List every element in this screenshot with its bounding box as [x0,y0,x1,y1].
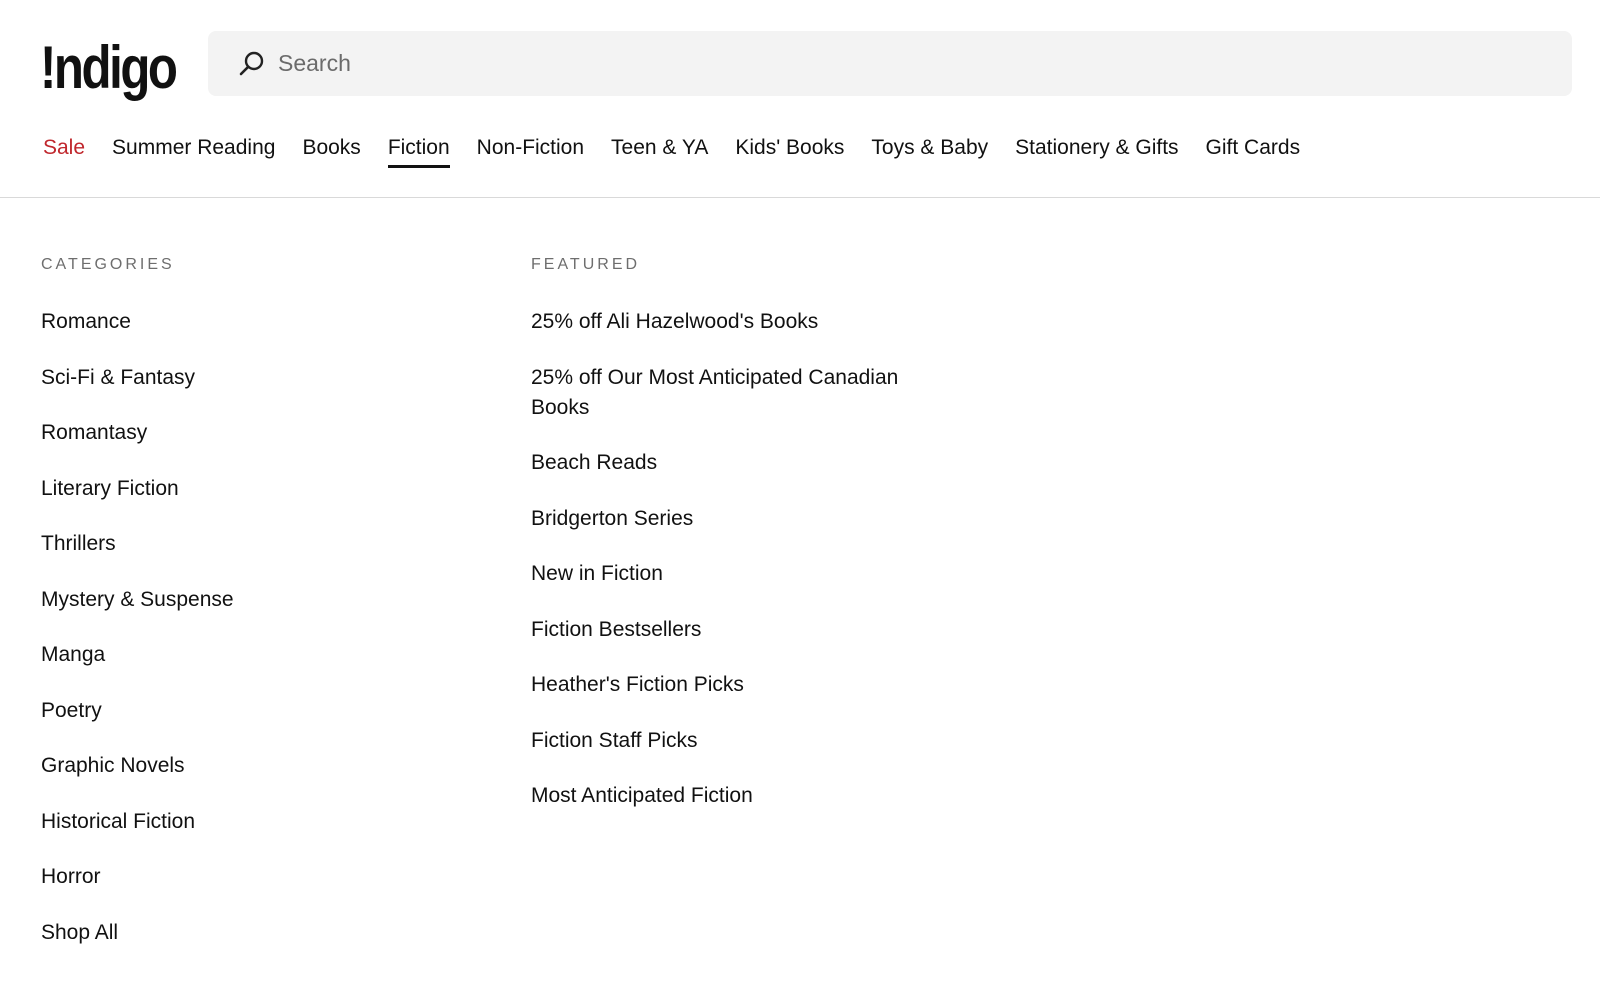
category-link-graphic-novels[interactable]: Graphic Novels [41,754,185,777]
categories-heading: CATEGORIES [41,256,175,273]
featured-link-most-anticipated[interactable]: Most Anticipated Fiction [531,784,753,807]
category-link-sci-fi-fantasy[interactable]: Sci-Fi & Fantasy [41,365,196,389]
search-bar[interactable] [208,31,1572,96]
featured-link-new-in-fiction[interactable]: New in Fiction [531,562,663,585]
fiction-mega-menu [0,198,1600,988]
featured-list [531,307,931,811]
nav-item-sale[interactable]: Sale [43,136,86,159]
featured-column [531,256,931,837]
nav-item-gift-cards[interactable]: Gift Cards [1205,136,1301,159]
search-icon[interactable] [238,50,266,78]
categories-list [41,307,461,948]
featured-link-staff-picks[interactable]: Fiction Staff Picks [531,728,698,752]
nav-item-fiction[interactable]: Fiction [388,136,450,168]
indigo-logo[interactable]: !ndigo [40,34,176,101]
category-link-mystery-suspense[interactable]: Mystery & Suspense [41,587,234,611]
nav-item-books[interactable]: Books [302,136,361,159]
category-link-poetry[interactable]: Poetry [41,698,102,722]
featured-heading: FEATURED [531,256,641,273]
nav-item-kids-books[interactable]: Kids' Books [735,136,845,159]
nav-item-teen-ya[interactable]: Teen & YA [611,136,709,159]
categories-column [41,256,461,973]
site-header [0,0,1600,198]
nav-item-stationery-gifts[interactable]: Stationery & Gifts [1015,136,1179,159]
search-input[interactable] [278,44,1478,84]
category-link-shop-all[interactable]: Shop All [41,920,119,944]
category-link-romantasy[interactable]: Romantasy [41,421,148,444]
category-link-historical-fiction[interactable]: Historical Fiction [41,809,196,833]
featured-link-heathers-picks[interactable]: Heather's Fiction Picks [531,673,744,696]
nav-item-summer-reading[interactable]: Summer Reading [112,136,276,159]
featured-link-bridgerton[interactable]: Bridgerton Series [531,506,694,530]
featured-link-ali-hazelwood[interactable]: 25% off Ali Hazelwood's Books [531,310,819,333]
category-link-literary-fiction[interactable]: Literary Fiction [41,476,179,500]
category-link-thrillers[interactable]: Thrillers [41,532,116,555]
nav-item-toys-baby[interactable]: Toys & Baby [871,136,989,159]
featured-link-beach-reads[interactable]: Beach Reads [531,451,658,474]
main-nav [43,136,1327,168]
nav-item-non-fiction[interactable]: Non-Fiction [476,136,585,159]
featured-link-fiction-bestsellers[interactable]: Fiction Bestsellers [531,617,702,641]
category-link-romance[interactable]: Romance [41,310,131,333]
featured-link-canadian-books[interactable]: 25% off Our Most Anticipated Canadian Books [531,365,899,419]
category-link-horror[interactable]: Horror [41,865,101,888]
category-link-manga[interactable]: Manga [41,643,106,666]
